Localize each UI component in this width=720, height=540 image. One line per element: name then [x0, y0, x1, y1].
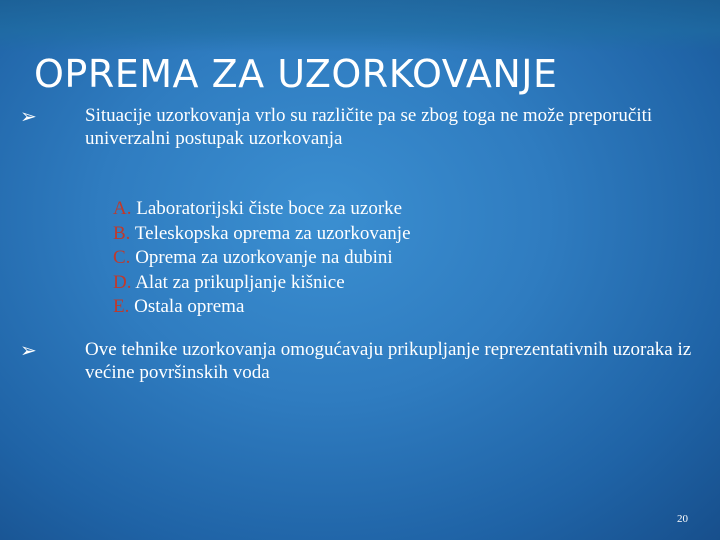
- list-item: [113, 271, 613, 296]
- arrow-bullet-icon: ➢: [20, 104, 37, 128]
- list-item: [113, 295, 613, 320]
- title-background-band: [0, 0, 720, 52]
- list-item-text: Laboratorijski čiste boce za uzorke: [136, 198, 403, 219]
- list-item-letter: D.: [113, 271, 132, 293]
- bullet-text: Ove tehnike uzorkovanja omogućavaju prikupljanje reprezentativnih uzoraka iz većine površinskih voda: [85, 339, 692, 383]
- list-item-text: Oprema za uzorkovanje na dubini: [135, 247, 393, 268]
- bullet-item-2: [20, 338, 710, 388]
- list-item: [113, 246, 613, 271]
- list-item-text: Ostala oprema: [134, 296, 245, 317]
- list-item-letter: C.: [113, 247, 131, 268]
- equipment-list: [113, 197, 613, 320]
- list-item: [113, 197, 613, 222]
- slide-title: OPREMA ZA UZORKOVANJE: [34, 52, 558, 96]
- list-item-text: Teleskopska oprema za uzorkovanje: [134, 222, 411, 244]
- bullet-text: Situacije uzorkovanja vrlo su različite pa se zbog toga ne može preporučiti univerzalni postupak uzorkovanja: [85, 105, 653, 149]
- list-item: [113, 222, 613, 247]
- list-item-text: Alat za prikupljanje kišnice: [135, 271, 345, 293]
- list-item-letter: B.: [113, 222, 131, 244]
- bullet-item-1: [20, 104, 710, 154]
- list-item-letter: A.: [113, 198, 132, 219]
- list-item-letter: E.: [113, 296, 130, 317]
- page-number: 20: [677, 513, 688, 525]
- arrow-bullet-icon: ➢: [20, 338, 37, 362]
